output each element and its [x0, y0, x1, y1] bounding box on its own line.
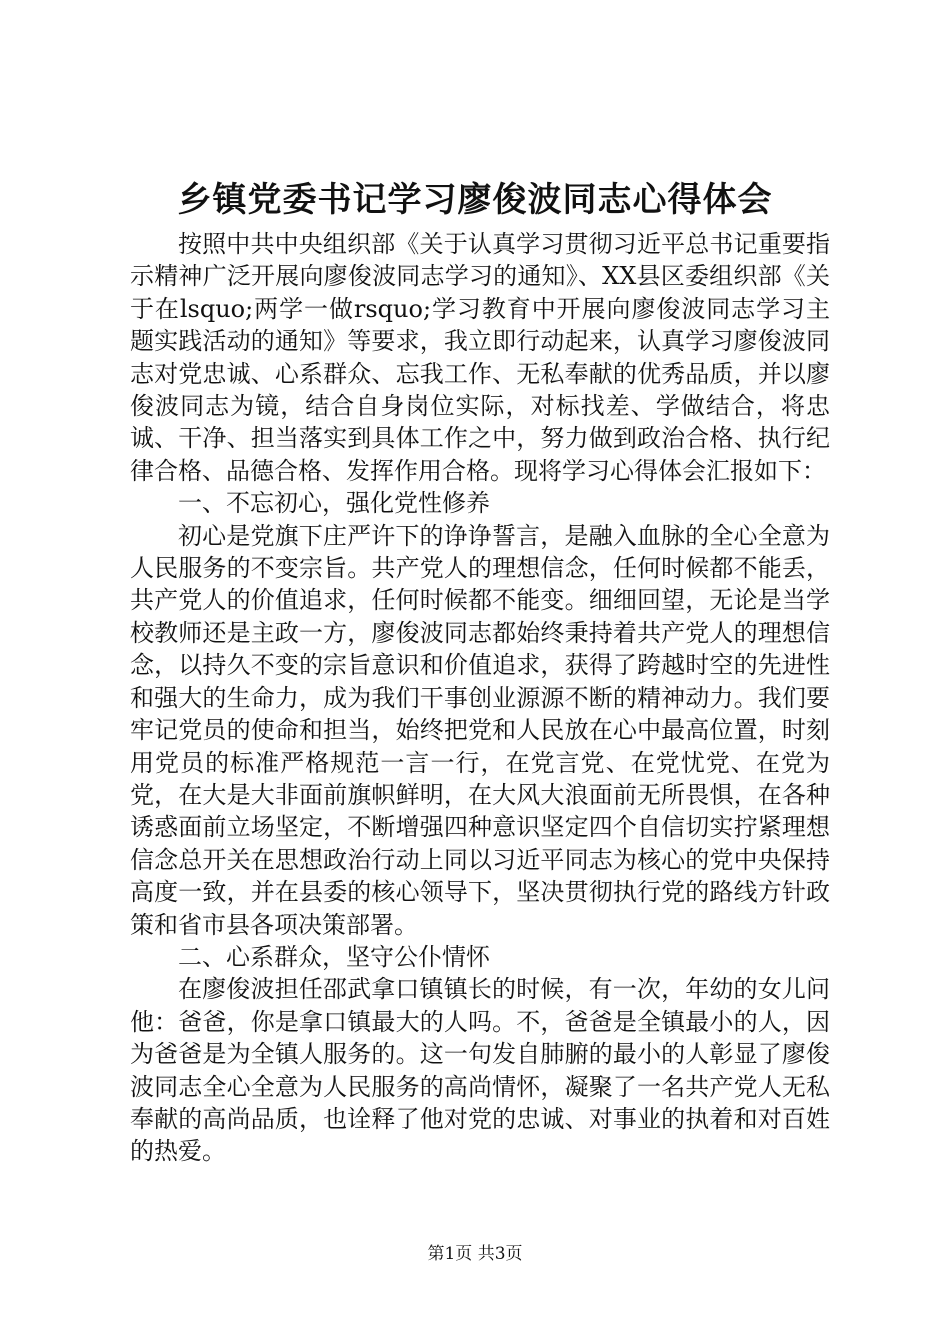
intro-paragraph: 按照中共中央组织部《关于认真学习贯彻习近平总书记重要指示精神广泛开展向廖俊波同志学习的通知》、XX县区委组织部《关于在lsquo;两学一做rsquo;学习教育中开展向廖俊波同志学习主题实践活动的通知》等要求，我立即行动起来，认真学习廖俊波同志对党忠诚、心系群众、忘我工作、无私奉献的优秀品质，并以廖俊波同志为镜，结合自身岗位实际，对标找差、学做结合，将忠诚、干净、担当落实到具体工作之中，努力做到政治合格、执行纪律合格、品德合格、发挥作用合格。现将学习心得体会汇报如下：: [130, 230, 830, 485]
section-heading-1: 一、不忘初心，强化党性修养: [178, 489, 490, 518]
page-number-footer: 第1页 共3页: [427, 1244, 523, 1264]
document-body: [130, 228, 830, 1168]
section-2-paragraph: 在廖俊波担任邵武拿口镇镇长的时候，有一次，年幼的女儿问他：爸爸，你是拿口镇最大的人吗。不，爸爸是全镇最小的人，因为爸爸是为全镇人服务的。这一句发自肺腑的最小的人彰显了廖俊波同志全心全意为人民服务的高尚情怀，凝聚了一名共产党人无私奉献的高尚品质，也诠释了他对党的忠诚、对事业的执着和对百姓的热爱。: [130, 975, 830, 1166]
document-title: 乡镇党委书记学习廖俊波同志心得体会: [177, 180, 773, 220]
section-heading-2: 二、心系群众，坚守公仆情怀: [178, 942, 490, 971]
section-1-paragraph: 初心是党旗下庄严许下的诤诤誓言，是融入血脉的全心全意为人民服务的不变宗旨。共产党人的理想信念，任何时候都不能丢，共产党人的价值追求，任何时候都不能变。细细回望，无论是当学校教师还是主政一方，廖俊波同志都始终秉持着共产党人的理想信念，以持久不变的宗旨意识和价值追求，获得了跨越时空的先进性和强大的生命力，成为我们干事创业源源不断的精神动力。我们要牢记党员的使命和担当，始终把党和人民放在心中最高位置，时刻用党员的标准严格规范一言一行，在党言党、在党忧党、在党为党，在大是大非面前旗帜鲜明，在大风大浪面前无所畏惧，在各种诱惑面前立场坚定，不断增强四种意识坚定四个自信切实拧紧理想信念总开关在思想政治行动上同以习近平同志为核心的党中央保持高度一致，并在县委的核心领导下，坚决贯彻执行党的路线方针政策和省市县各项决策部署。: [130, 521, 830, 939]
